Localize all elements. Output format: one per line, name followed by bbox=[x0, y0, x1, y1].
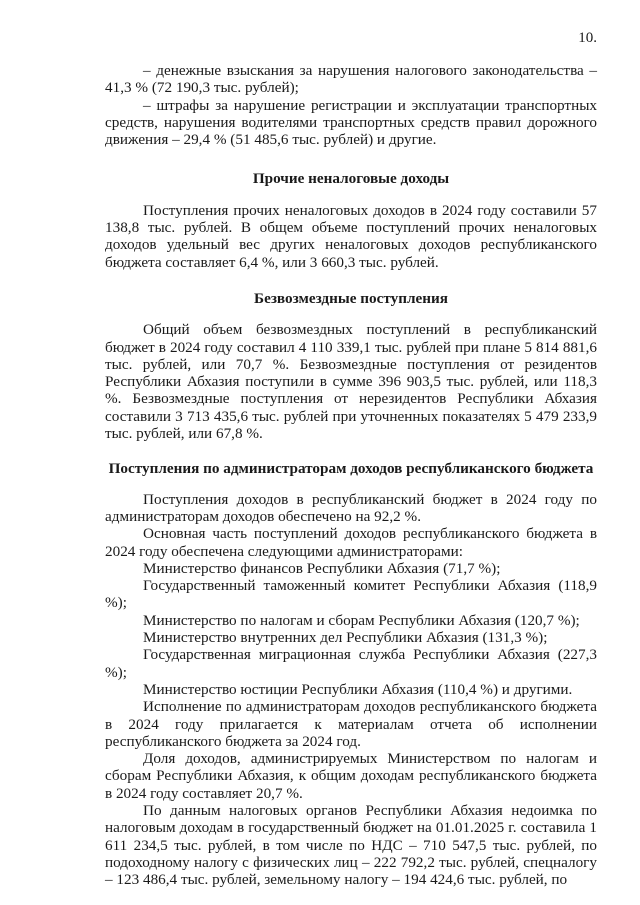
administrator-item: Министерство финансов Республики Абхазия (71,7 %); bbox=[143, 559, 501, 577]
paragraph-main-administrators: Основная часть поступлений доходов республиканского бюджета в 2024 году обеспечена следующими администраторами: bbox=[105, 525, 597, 560]
paragraph-administrators-execution: Поступления доходов в республиканский бюджет в 2024 году по администраторам доходов обеспечено на 92,2 %. bbox=[105, 490, 597, 525]
heading-gratuitous-receipts: Безвозмездные поступления bbox=[254, 289, 448, 307]
list-item-monetary-penalties: – денежные взыскания за нарушения налогового законодательства – 41,3 % (72 190,3 тыс. рублей); bbox=[105, 62, 597, 97]
page-number: 10. bbox=[578, 30, 597, 46]
administrator-item: Государственный таможенный комитет Республики Абхазия (118,9 %); bbox=[105, 577, 597, 612]
paragraph-tax-ministry-share: Доля доходов, администрируемых Министерством по налогам и сборам Республики Абхазия, к общим доходам республиканского бюджета в 2024 году составляет 20,7 %. bbox=[105, 750, 597, 802]
paragraph-execution-report: Исполнение по администраторам доходов республиканского бюджета в 2024 году прилагается к материалам отчета об исполнении республиканского бюджета за 2024 год. bbox=[105, 698, 597, 750]
heading-other-non-tax-income: Прочие неналоговые доходы bbox=[252, 170, 450, 188]
document-body bbox=[105, 62, 597, 888]
administrator-item: Государственная миграционная служба Республики Абхазия (227,3 %); bbox=[105, 646, 597, 681]
administrator-item: Министерство внутренних дел Республики Абхазия (131,3 %); bbox=[143, 629, 548, 647]
paragraph-tax-arrears: По данным налоговых органов Республики Абхазия недоимка по налоговым доходам в государственный бюджет на 01.01.2025 г. составила 1 611 234,5 тыс. рублей, в том числе по НДС – 710 547,5 тыс. рублей, по подоходному налогу с физических лиц – 222 792,2 тыс. рублей, спецналогу – 123 486,4 тыс. рублей, земельному налогу – 194 424,6 тыс. рублей, по bbox=[105, 801, 597, 889]
heading-receipts-by-administrators: Поступления по администраторам доходов республиканского бюджета bbox=[108, 460, 594, 478]
administrator-item: Министерство по налогам и сборам Республики Абхазия (120,7 %); bbox=[143, 611, 580, 629]
administrator-item: Министерство юстиции Республики Абхазия (110,4 %) и другими. bbox=[143, 680, 573, 698]
paragraph-other-non-tax-income: Поступления прочих неналоговых доходов в 2024 году составили 57 138,8 тыс. рублей. В общем объеме поступлений прочих неналоговых доходов удельный вес других неналоговых доходов республиканского бюджета составляет 6,4 %, или 3 660,3 тыс. рублей. bbox=[105, 201, 597, 271]
list-item-traffic-fines: – штрафы за нарушение регистрации и эксплуатации транспортных средств, нарушения водителями транспортных средств правил дорожного движения – 29,4 % (51 485,6 тыс. рублей) и другие. bbox=[105, 96, 597, 149]
paragraph-gratuitous-receipts: Общий объем безвозмездных поступлений в республиканский бюджет в 2024 году составил 4 110 339,1 тыс. рублей при плане 5 814 881,6 тыс. рублей, или 70,7 %. Безвозмездные поступления от резидентов Республики Абхазия поступили в сумме 396 903,5 тыс. рублей, или 118,3 %. Безвозмездные поступления от нерезидентов Республики Абхазия составили 3 713 435,6 тыс. рублей при уточненных показателях 5 479 233,9 тыс. рублей, или 67,8 %. bbox=[105, 321, 597, 443]
